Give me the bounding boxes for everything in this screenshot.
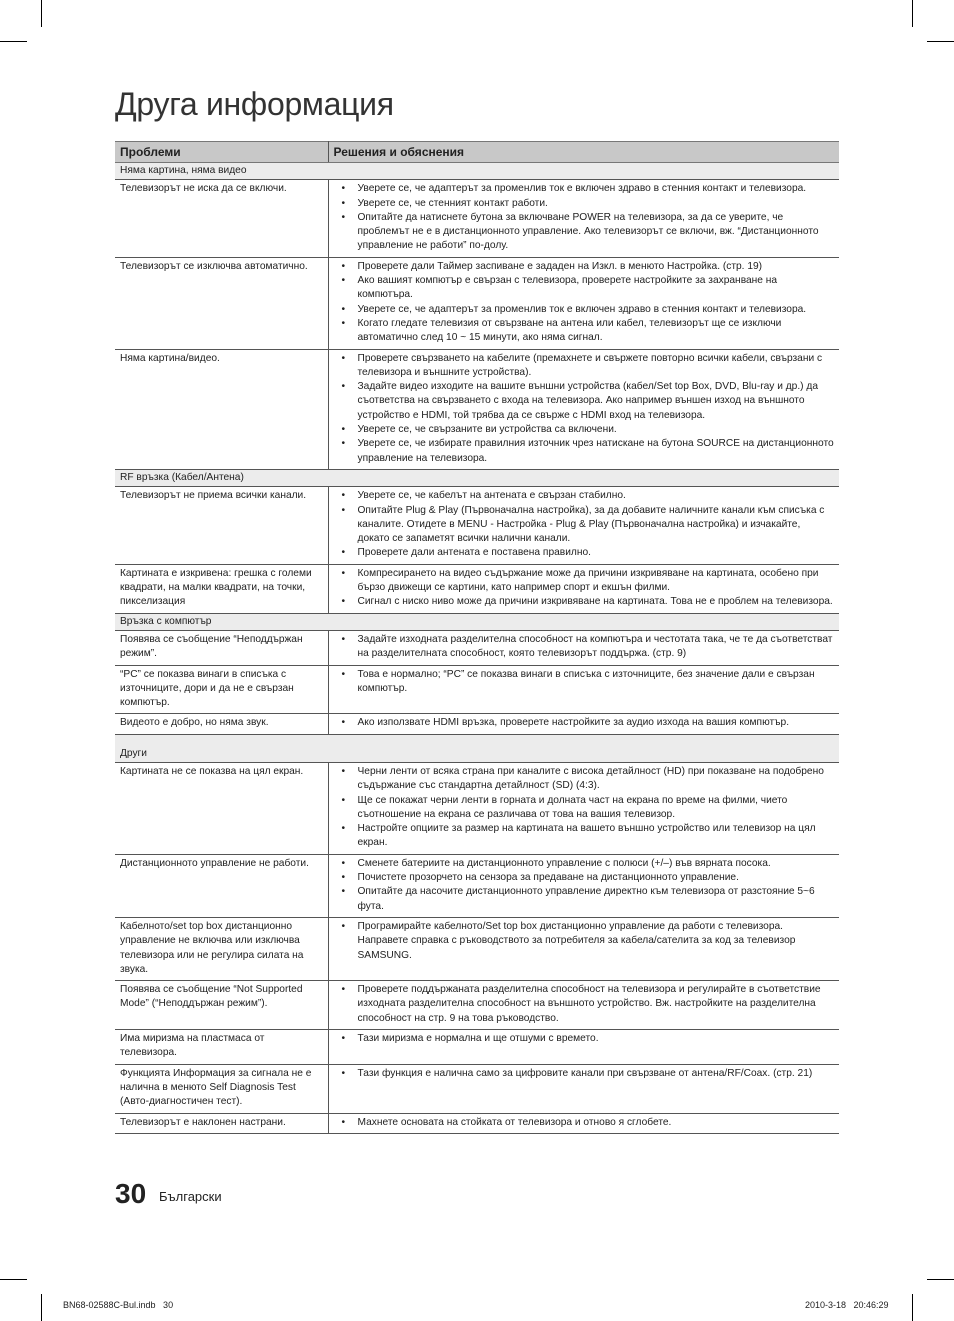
table-row: [115, 257, 839, 349]
section-row: [115, 163, 839, 180]
solution-cell: [328, 180, 839, 257]
section-row: [115, 734, 839, 762]
solution-item: • Задайте изходната разделителна способност на компютъра и честотата така, че те да съответстват на разделителната способност, която телевизорът поддържа. (стр. 9): [334, 633, 835, 662]
section-title: Други: [115, 734, 839, 762]
solution-list: [334, 983, 835, 1026]
table-row: [115, 917, 839, 980]
solution-item: • Ако използвате HDMI връзка, проверете настройките за аудио изхода на вашия компютър.: [334, 716, 835, 730]
solution-item: • Тази функция е налична само за цифровите канали при свързване от антена/RF/Coax. (стр. 21): [334, 1067, 835, 1081]
problem-cell: Телевизорът не приема всички канали.: [115, 487, 328, 564]
solution-item: • Опитайте да натиснете бутона за включване POWER на телевизора, за да се уверите, че проблемът не е в дистанционното управление. Ако телевизорът се включи, вж. “Дистанционното управление не работи” по-долу.: [334, 211, 835, 254]
problem-cell: “PC” се показва винаги в списъка с източниците, дори и да не е свързан компютър.: [115, 665, 328, 714]
solution-item: • Махнете основата на стойката от телевизора и отново я сглобете.: [334, 1116, 835, 1130]
problem-cell: Видеото е добро, но няма звук.: [115, 714, 328, 734]
crop-mark: [0, 41, 27, 42]
solution-list: [334, 352, 835, 466]
crop-mark: [912, 0, 913, 27]
solution-item: • Тази миризма е нормална и ще отшуми с времето.: [334, 1032, 835, 1046]
solution-item: • Настройте опциите за размер на картината на вашето външно устройство или телевизор на цял екран.: [334, 822, 835, 851]
table-body: [115, 163, 839, 1134]
solution-cell: [328, 1113, 839, 1133]
solution-item: • Когато гледате телевизия от свързване на антена или кабел, телевизорът ще се изключи автоматично след 10 ~ 15 минути, ако няма сигнал.: [334, 317, 835, 346]
section-title: Няма картина, няма видео: [115, 163, 839, 180]
solution-item: • Опитайте Plug & Play (Първоначална настройка), за да добавите наличните канали към списъка с каналите. Отидете в MENU - Настройка - Plug & Play (Първоначална настройка) и изчакайте, докато се запаметят всички налични канали.: [334, 504, 835, 547]
solution-cell: [328, 564, 839, 613]
solution-list: [334, 765, 835, 851]
troubleshooting-table: [115, 141, 839, 1134]
solution-item: • Сигнал с ниско ниво може да причини изкривяване на картината. Това не е проблем на телевизора.: [334, 595, 835, 609]
solution-item: • Проверете дали антената е поставена правилно.: [334, 546, 835, 560]
problem-cell: Картината е изкривена: грешка с големи квадрати, на малки квадрати, на точки, пикселизация: [115, 564, 328, 613]
solution-list: [334, 668, 835, 697]
header-solutions: Решения и обяснения: [328, 142, 839, 163]
solution-item: • Опитайте да насочите дистанционното управление директно към телевизора от разстояние 5~6 фута.: [334, 885, 835, 914]
solution-cell: [328, 665, 839, 714]
solution-cell: [328, 349, 839, 469]
solution-list: [334, 857, 835, 914]
solution-item: • Уверете се, че кабелът на антената е свързан стабилно.: [334, 489, 835, 503]
crop-mark: [927, 41, 954, 42]
problem-cell: Има миризма на пластмаса от телевизора.: [115, 1030, 328, 1065]
solution-list: [334, 182, 835, 253]
solution-item: • Почистете прозорчето на сензора за предаване на дистанционното управление.: [334, 871, 835, 885]
section-title: RF връзка (Кабел/Антена): [115, 469, 839, 486]
solution-list: [334, 1116, 835, 1130]
problem-cell: Дистанционното управление не работи.: [115, 854, 328, 917]
table-row: [115, 665, 839, 714]
solution-item: • Компресирането на видео съдържание може да причини изкривяване на картината, особено при бързо движещи се картини, като например спорт и екшън филми.: [334, 567, 835, 596]
problem-cell: Телевизорът е наклонен настрани.: [115, 1113, 328, 1133]
crop-mark: [41, 0, 42, 27]
solution-item: • Проверете свързването на кабелите (премахнете и свържете повторно всички кабели, свързани с телевизора и външните устройства).: [334, 352, 835, 381]
problem-cell: Телевизорът се изключва автоматично.: [115, 257, 328, 349]
crop-mark: [41, 1294, 42, 1321]
solution-list: [334, 633, 835, 662]
table-row: [115, 1064, 839, 1113]
section-title: Връзка с компютър: [115, 613, 839, 630]
solution-cell: [328, 1030, 839, 1065]
page-title: Друга информация: [115, 86, 394, 122]
crop-mark: [927, 1279, 954, 1280]
solution-item: • Черни ленти от всяка страна при каналите с висока детайлност (HD) при показване на подобрено съдържание със стандартна детайлност (SD) (4:3).: [334, 765, 835, 794]
table-row: [115, 1113, 839, 1133]
solution-item: • Проверете дали Таймер заспиване е зададен на Изкл. в менюто Настройка. (стр. 19): [334, 260, 835, 274]
solution-list: [334, 1067, 835, 1081]
footer-date: 2010-3-18 20:46:29: [805, 1300, 889, 1310]
table-row: [115, 714, 839, 734]
solution-item: • Това е нормално; “PC” се показва винаги в списъка с източниците, без значение дали е свързан компютър.: [334, 668, 835, 697]
solution-cell: [328, 1064, 839, 1113]
problem-cell: Картината не се показва на цял екран.: [115, 762, 328, 854]
solution-cell: [328, 917, 839, 980]
solution-list: [334, 489, 835, 560]
solution-list: [334, 567, 835, 610]
table-row: [115, 1030, 839, 1065]
solution-item: • Програмирайте кабелното/Set top box дистанционно управление да работи с телевизора. Направете справка с ръководството за потребителя за кабела/сателита за код за телевизор SAMSUNG.: [334, 920, 835, 963]
page-number: 30: [115, 1178, 147, 1209]
table-row: [115, 762, 839, 854]
solution-item: • Уверете се, че адаптерът за променлив ток е включен здраво в стенния контакт и телевизора.: [334, 303, 835, 317]
crop-mark: [0, 1279, 27, 1280]
language-label: Български: [159, 1189, 222, 1204]
table-row: [115, 180, 839, 257]
solution-cell: [328, 762, 839, 854]
table-row: [115, 630, 839, 665]
problem-cell: Функцията Информация за сигнала не е налична в менюто Self Diagnosis Test (Авто-диагностичен тест).: [115, 1064, 328, 1113]
problem-cell: Няма картина/видео.: [115, 349, 328, 469]
table-header: [115, 142, 839, 163]
table-row: [115, 349, 839, 469]
solution-cell: [328, 630, 839, 665]
solution-item: • Уверете се, че свързаните ви устройства са включени.: [334, 423, 835, 437]
table-row: [115, 487, 839, 564]
table-row: [115, 981, 839, 1030]
solution-item: • Сменете батериите на дистанционното управление с полюси (+/–) във вярната посока.: [334, 857, 835, 871]
header-problems: Проблеми: [115, 142, 328, 163]
solution-item: • Проверете поддържаната разделителна способност на телевизора и регулирайте в съответствие изходната разделителна способност на външното устройство. Вж. настройките на разделителна способност на стр. 9 на това ръководство.: [334, 983, 835, 1026]
footer-file: BN68-02588C-Bul.indb 30: [63, 1300, 174, 1310]
problem-cell: Телевизорът не иска да се включи.: [115, 180, 328, 257]
solution-list: [334, 1032, 835, 1046]
crop-mark: [912, 1294, 913, 1321]
solution-item: • Ще се покажат черни ленти в горната и долната част на екрана по време на филми, чието съотношение на екрана се различава от това на вашия телевизор.: [334, 794, 835, 823]
problem-cell: Появява се съобщение “Неподдържан режим”.: [115, 630, 328, 665]
solution-item: • Ако вашият компютър е свързан с телевизора, проверете настройките за захранване на компютъра.: [334, 274, 835, 303]
solution-item: • Уверете се, че стенният контакт работи.: [334, 197, 835, 211]
problem-cell: Появява се съобщение “Not Supported Mode” (“Неподдържан режим”).: [115, 981, 328, 1030]
solution-cell: [328, 714, 839, 734]
table-row: [115, 564, 839, 613]
section-row: [115, 613, 839, 630]
table-row: [115, 854, 839, 917]
solution-cell: [328, 487, 839, 564]
section-row: [115, 469, 839, 486]
solution-item: • Уверете се, че избирате правилния източник чрез натискане на бутона SOURCE на дистанционното управление на телевизора.: [334, 437, 835, 466]
problem-cell: Кабелното/set top box дистанционно управление не включва или изключва телевизора или не регулира силата на звука.: [115, 917, 328, 980]
solution-cell: [328, 981, 839, 1030]
solution-item: • Уверете се, че адаптерът за променлив ток е включен здраво в стенния контакт и телевизора.: [334, 182, 835, 196]
solution-list: [334, 716, 835, 730]
solution-cell: [328, 854, 839, 917]
solution-cell: [328, 257, 839, 349]
solution-item: • Задайте видео изходите на вашите външни устройства (кабел/Set top Box, DVD, Blu-ray и др.) да съответства на свързването с входа на телевизора. Ако например външен изход на външното устройство е HDMI, той трябва да се свърже с HDMI вход на телевизора.: [334, 380, 835, 423]
solution-list: [334, 920, 835, 963]
solution-list: [334, 260, 835, 346]
